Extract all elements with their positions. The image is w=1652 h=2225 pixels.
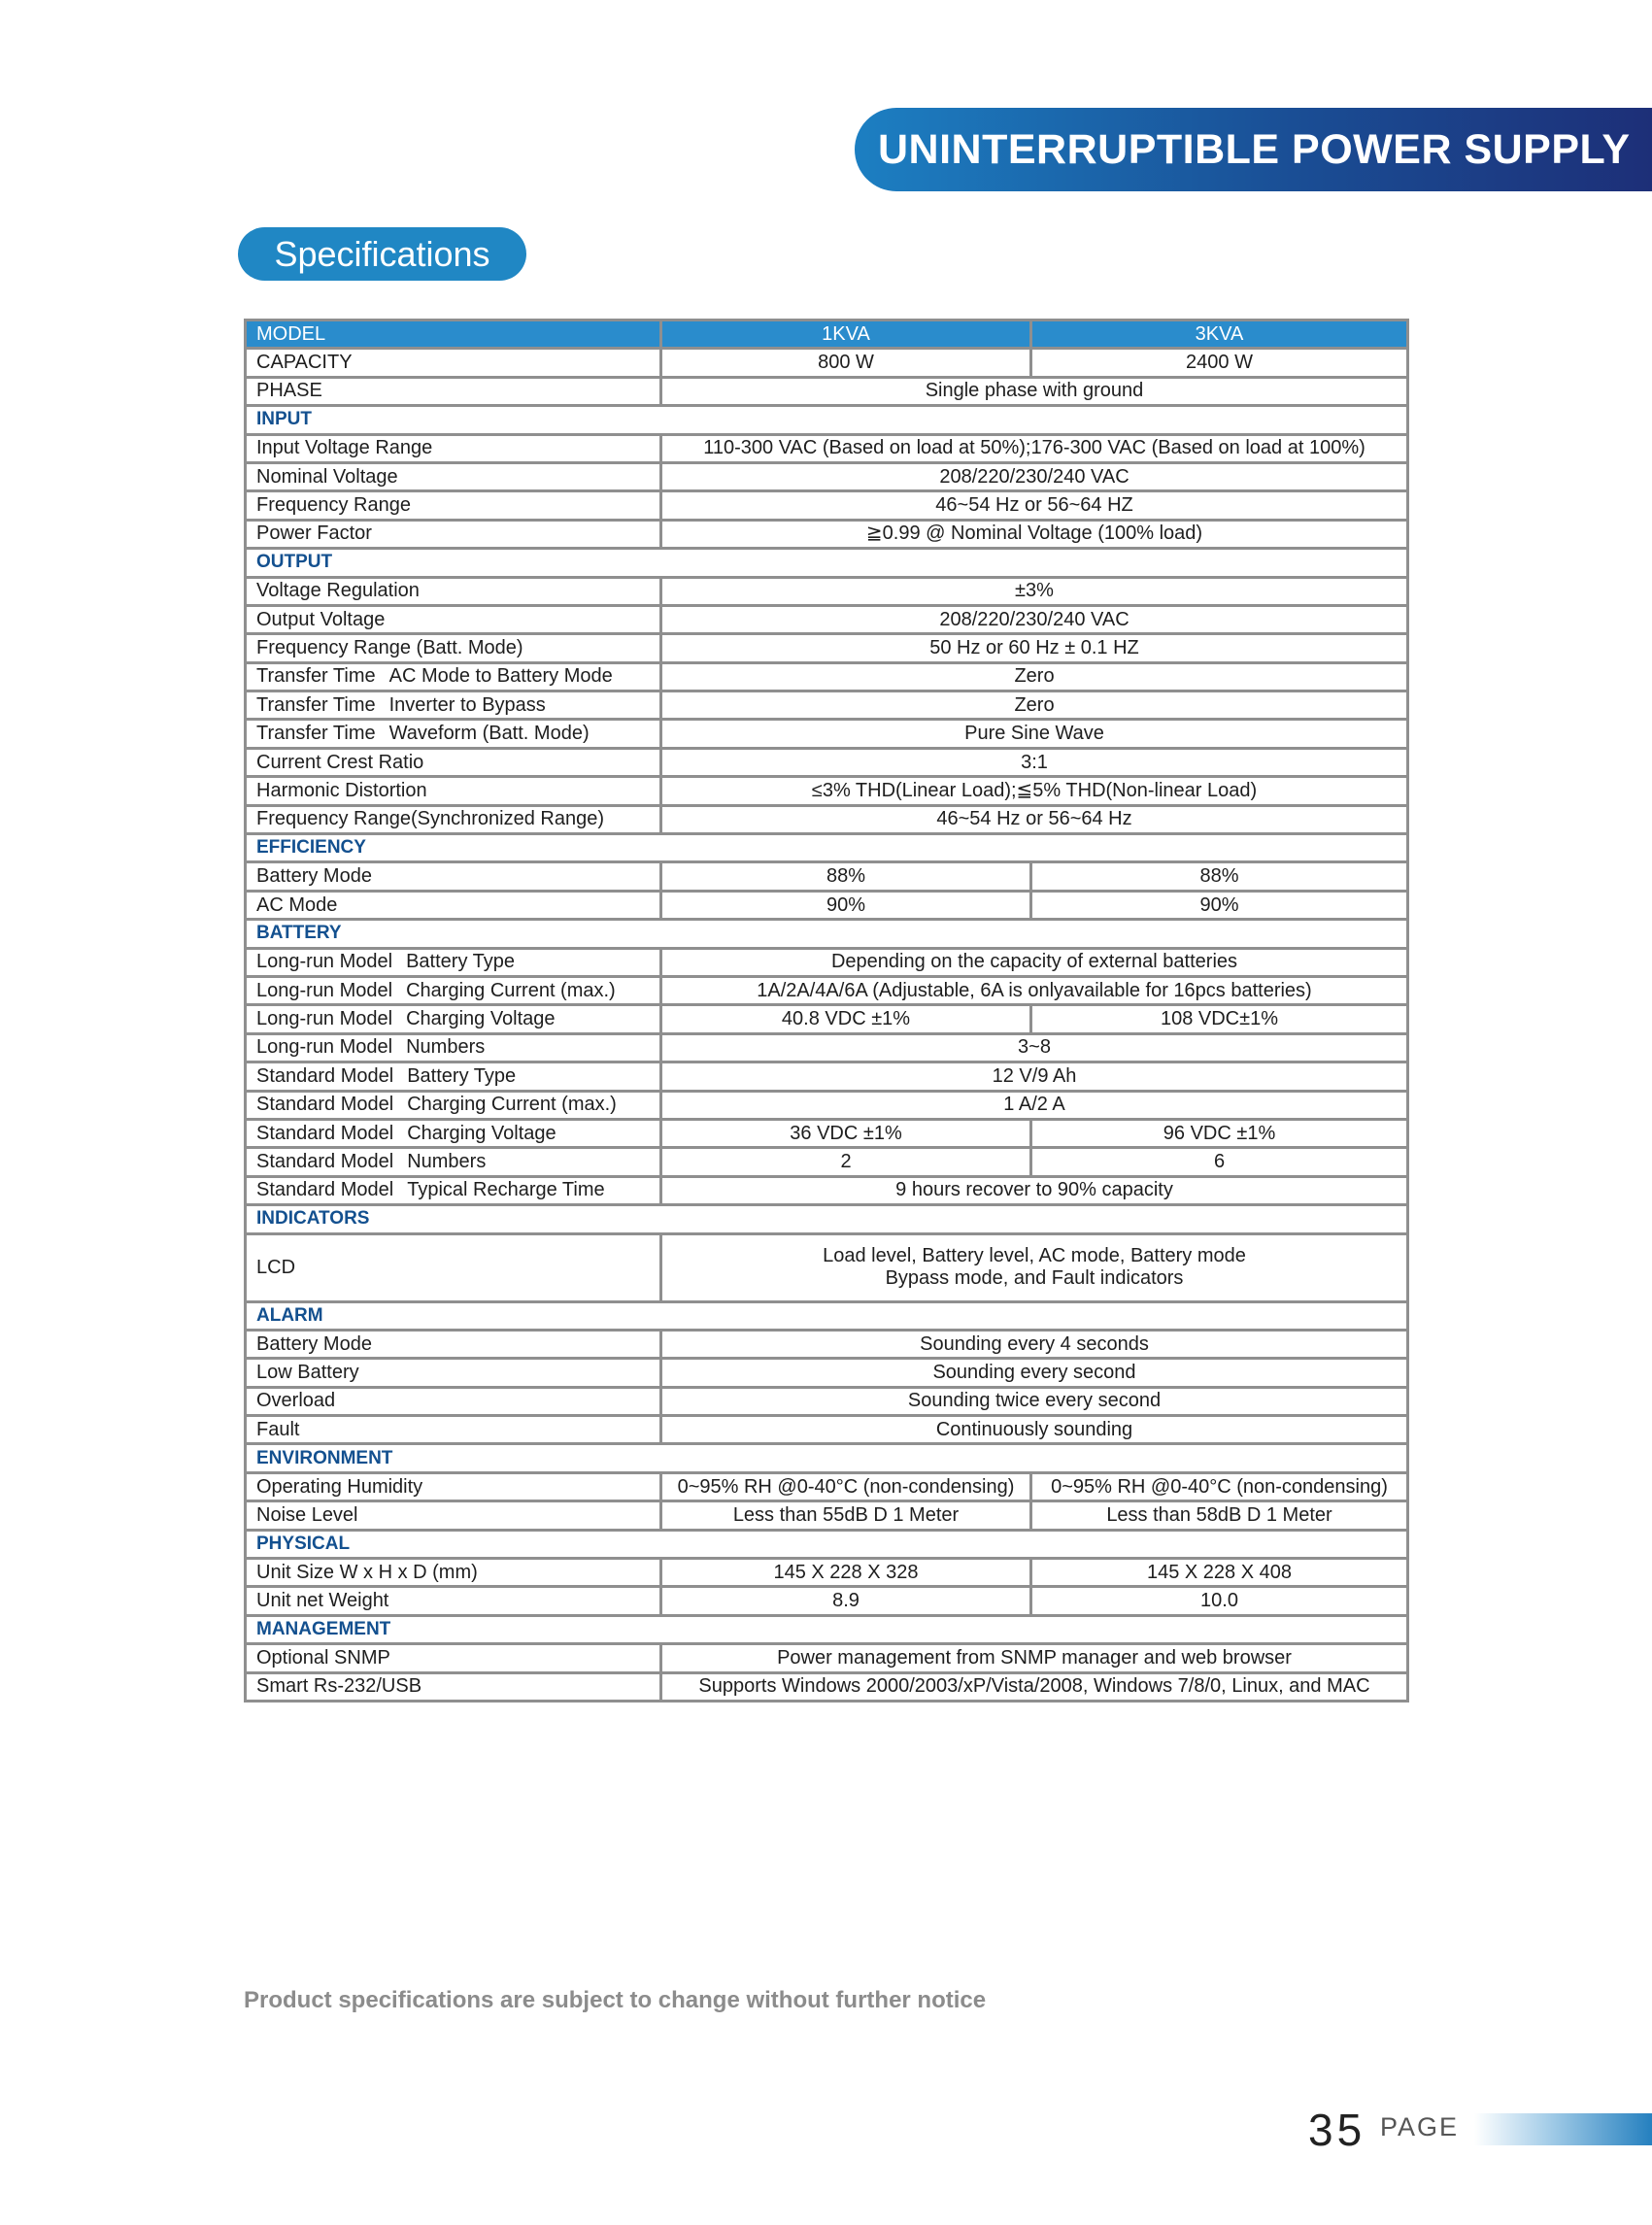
row-label: Frequency Range (Batt. Mode) [256,636,523,658]
table-row [246,577,1408,605]
row-label: Long-run Model [256,1008,393,1030]
value-1kva: 2 [661,1148,1031,1176]
section-heading: EFFICIENCY [246,834,1408,862]
value-cell: 12 V/9 Ah [661,1062,1408,1091]
footnote: Product specifications are subject to change without further notice [244,1987,987,2013]
row-label: Operating Humidity [256,1475,423,1498]
value-1kva: 8.9 [661,1587,1031,1615]
value-line-1: Load level, Battery level, AC mode, Battery mode [823,1245,1246,1266]
table-row [246,491,1408,520]
table-row [246,805,1408,833]
value-1kva: 36 VDC ±1% [661,1119,1031,1147]
row-label: Battery Mode [256,1332,372,1355]
row-label-cell [246,1005,661,1033]
section-row [246,920,1408,948]
value-cell: 110-300 VAC (Based on load at 50%);176-300 VAC (Based on load at 100%) [661,434,1408,462]
row-label-cell [246,976,661,1004]
row-label: Long-run Model [256,951,393,973]
row-sublabel: Waveform (Batt. Mode) [388,723,590,745]
table-row [246,976,1408,1004]
table-row [246,777,1408,805]
table-row [246,1005,1408,1033]
section-row [246,1205,1408,1233]
row-sublabel: Inverter to Bypass [388,693,546,716]
header-title: UNINTERRUPTIBLE POWER SUPPLY [878,125,1631,173]
table-row [246,1330,1408,1358]
value-cell: Sounding twice every second [661,1387,1408,1415]
row-sublabel: Typical Recharge Time [407,1179,605,1201]
value-3kva: 145 X 228 X 408 [1031,1559,1408,1587]
section-pill [238,227,526,281]
table-row [246,1472,1408,1500]
row-label-cell [246,434,661,462]
header-banner [855,108,1652,191]
row-label-cell [246,491,661,520]
value-cell: 46~54 Hz or 56~64 Hz [661,805,1408,833]
header-cell-3kva: 3KVA [1031,320,1408,349]
table-row [246,1033,1408,1062]
table-row [246,377,1408,405]
section-row [246,1615,1408,1643]
table-row [246,1387,1408,1415]
table-row [246,349,1408,377]
row-label-cell [246,720,661,748]
section-heading: PHYSICAL [246,1530,1408,1558]
row-label-cell [246,1233,661,1301]
table-row [246,1672,1408,1701]
row-label: Frequency Range(Synchronized Range) [256,808,604,830]
row-label-cell [246,748,661,776]
section-row [246,834,1408,862]
row-label: LCD [256,1256,296,1278]
header-cell-model: MODEL [246,320,661,349]
value-cell [661,1233,1408,1301]
table-row [246,1559,1408,1587]
value-cell: Depending on the capacity of external batteries [661,948,1408,976]
value-line-2: Bypass mode, and Fault indicators [885,1267,1184,1289]
value-cell: 46~54 Hz or 56~64 HZ [661,491,1408,520]
row-label: Overload [256,1390,336,1412]
table-row [246,748,1408,776]
table-row [246,434,1408,462]
row-label: Input Voltage Range [256,437,433,459]
row-label: Standard Model [256,1151,394,1173]
table-row [246,862,1408,891]
table-row [246,1359,1408,1387]
section-pill-label: Specifications [274,233,490,274]
table-row [246,520,1408,548]
value-1kva: 88% [661,862,1031,891]
section-heading: ENVIRONMENT [246,1444,1408,1472]
row-sublabel: Charging Current (max.) [407,1094,617,1116]
value-3kva: 108 VDC±1% [1031,1005,1408,1033]
value-cell: 208/220/230/240 VAC [661,462,1408,490]
value-3kva: 88% [1031,862,1408,891]
page-label: PAGE [1380,2112,1460,2141]
row-label: Long-run Model [256,1036,393,1059]
row-label: Output Voltage [256,608,386,630]
section-heading: MANAGEMENT [246,1615,1408,1643]
row-sublabel: Battery Type [407,1064,517,1087]
table-row [246,634,1408,662]
row-label: AC Mode [256,893,338,916]
section-heading: ALARM [246,1301,1408,1330]
value-1kva: 40.8 VDC ±1% [661,1005,1031,1033]
value-1kva: Less than 55dB D 1 Meter [661,1501,1031,1530]
table-row [246,1416,1408,1444]
value-cell: ≤3% THD(Linear Load);≦5% THD(Non-linear Load) [661,777,1408,805]
row-label: Harmonic Distortion [256,779,427,801]
row-label-cell [246,349,661,377]
value-cell: Sounding every 4 seconds [661,1330,1408,1358]
row-label-cell [246,520,661,548]
row-label-cell [246,862,661,891]
value-cell: 208/220/230/240 VAC [661,605,1408,633]
row-label-cell [246,1587,661,1615]
row-label-cell [246,634,661,662]
row-label-cell [246,1501,661,1530]
row-sublabel: Numbers [407,1151,487,1173]
table-row [246,1233,1408,1301]
section-heading: INPUT [246,406,1408,434]
row-label: Power Factor [256,523,372,545]
row-label: Low Battery [256,1361,359,1383]
row-label: Optional SNMP [256,1646,390,1669]
table-row [246,662,1408,691]
value-cell: 1A/2A/4A/6A (Adjustable, 6A is onlyavailable for 16pcs batteries) [661,976,1408,1004]
row-label-cell [246,1091,661,1119]
value-cell: Continuously sounding [661,1416,1408,1444]
row-label-cell [246,1033,661,1062]
row-sublabel: Numbers [406,1036,486,1059]
section-heading: INDICATORS [246,1205,1408,1233]
row-label-cell [246,805,661,833]
row-label: Transfer Time [256,665,376,688]
row-label-cell [246,1387,661,1415]
value-cell: 3:1 [661,748,1408,776]
row-sublabel: Charging Voltage [407,1122,556,1144]
value-cell: Power management from SNMP manager and web browser [661,1644,1408,1672]
value-3kva: 6 [1031,1148,1408,1176]
table-header-row [246,320,1408,349]
table-row [246,1587,1408,1615]
row-label-cell [246,1672,661,1701]
value-cell: Single phase with ground [661,377,1408,405]
row-label-cell [246,891,661,919]
table-row [246,462,1408,490]
value-3kva: Less than 58dB D 1 Meter [1031,1501,1408,1530]
row-label: Transfer Time [256,693,376,716]
row-label: Long-run Model [256,979,393,1001]
row-label: Unit Size W x H x D (mm) [256,1561,478,1583]
row-label: Battery Mode [256,865,372,888]
value-1kva: 0~95% RH @0-40°C (non-condensing) [661,1472,1031,1500]
value-1kva: 90% [661,891,1031,919]
row-label: Fault [256,1418,300,1440]
row-label: Standard Model [256,1179,394,1201]
row-label: Nominal Voltage [256,465,398,488]
row-label: PHASE [256,380,322,402]
row-label-cell [246,605,661,633]
table-row [246,1644,1408,1672]
value-cell: 50 Hz or 60 Hz ± 0.1 HZ [661,634,1408,662]
row-label: Smart Rs-232/USB [256,1675,422,1698]
value-1kva: 145 X 228 X 328 [661,1559,1031,1587]
row-label-cell [246,1330,661,1358]
value-cell: 9 hours recover to 90% capacity [661,1176,1408,1204]
row-label-cell [246,462,661,490]
value-cell: 3~8 [661,1033,1408,1062]
row-label-cell [246,1359,661,1387]
row-label-cell [246,377,661,405]
row-label: Unit net Weight [256,1590,389,1612]
value-cell: Zero [661,662,1408,691]
section-heading: OUTPUT [246,549,1408,577]
row-label: Standard Model [256,1122,394,1144]
value-cell: Pure Sine Wave [661,720,1408,748]
table-row [246,605,1408,633]
row-label-cell [246,1148,661,1176]
row-label-cell [246,691,661,720]
value-cell: Zero [661,691,1408,720]
row-label: Standard Model [256,1064,394,1087]
table-row [246,1119,1408,1147]
row-sublabel: Battery Type [406,951,516,973]
row-label: CAPACITY [256,352,353,374]
value-cell: ≧0.99 @ Nominal Voltage (100% load) [661,520,1408,548]
row-label-cell [246,1472,661,1500]
section-row [246,1444,1408,1472]
table-row [246,891,1408,919]
row-label: Noise Level [256,1503,358,1526]
row-label: Current Crest Ratio [256,751,424,773]
value-3kva: 10.0 [1031,1587,1408,1615]
value-1kva: 800 W [661,349,1031,377]
section-heading: BATTERY [246,920,1408,948]
header-cell-1kva: 1KVA [661,320,1031,349]
value-cell: 1 A/2 A [661,1091,1408,1119]
value-3kva: 96 VDC ±1% [1031,1119,1408,1147]
row-label-cell [246,662,661,691]
table-row [246,1062,1408,1091]
page-number: 35 [1308,2105,1366,2155]
table-row [246,1148,1408,1176]
row-label-cell [246,1119,661,1147]
value-cell: Sounding every second [661,1359,1408,1387]
table-row [246,691,1408,720]
row-label-cell [246,1062,661,1091]
table-row [246,1176,1408,1204]
row-sublabel: AC Mode to Battery Mode [388,665,613,688]
section-row [246,406,1408,434]
section-row [246,1301,1408,1330]
table-row [246,948,1408,976]
row-label: Transfer Time [256,723,376,745]
value-3kva: 0~95% RH @0-40°C (non-condensing) [1031,1472,1408,1500]
row-label: Frequency Range [256,494,411,517]
spec-table [244,319,1409,1702]
row-sublabel: Charging Voltage [406,1008,556,1030]
row-label-cell [246,1176,661,1204]
row-label-cell [246,1559,661,1587]
row-label-cell [246,777,661,805]
value-cell: ±3% [661,577,1408,605]
table-row [246,720,1408,748]
row-label-cell [246,577,661,605]
section-row [246,1530,1408,1558]
page-accent-bar [1474,2113,1652,2145]
value-3kva: 90% [1031,891,1408,919]
row-label-cell [246,1644,661,1672]
table-row [246,1091,1408,1119]
section-row [246,549,1408,577]
row-sublabel: Charging Current (max.) [406,979,616,1001]
row-label-cell [246,948,661,976]
value-cell: Supports Windows 2000/2003/xP/Vista/2008, Windows 7/8/0, Linux, and MAC [661,1672,1408,1701]
row-label: Voltage Regulation [256,580,420,602]
row-label: Standard Model [256,1094,394,1116]
table-row [246,1501,1408,1530]
row-label-cell [246,1416,661,1444]
value-3kva: 2400 W [1031,349,1408,377]
